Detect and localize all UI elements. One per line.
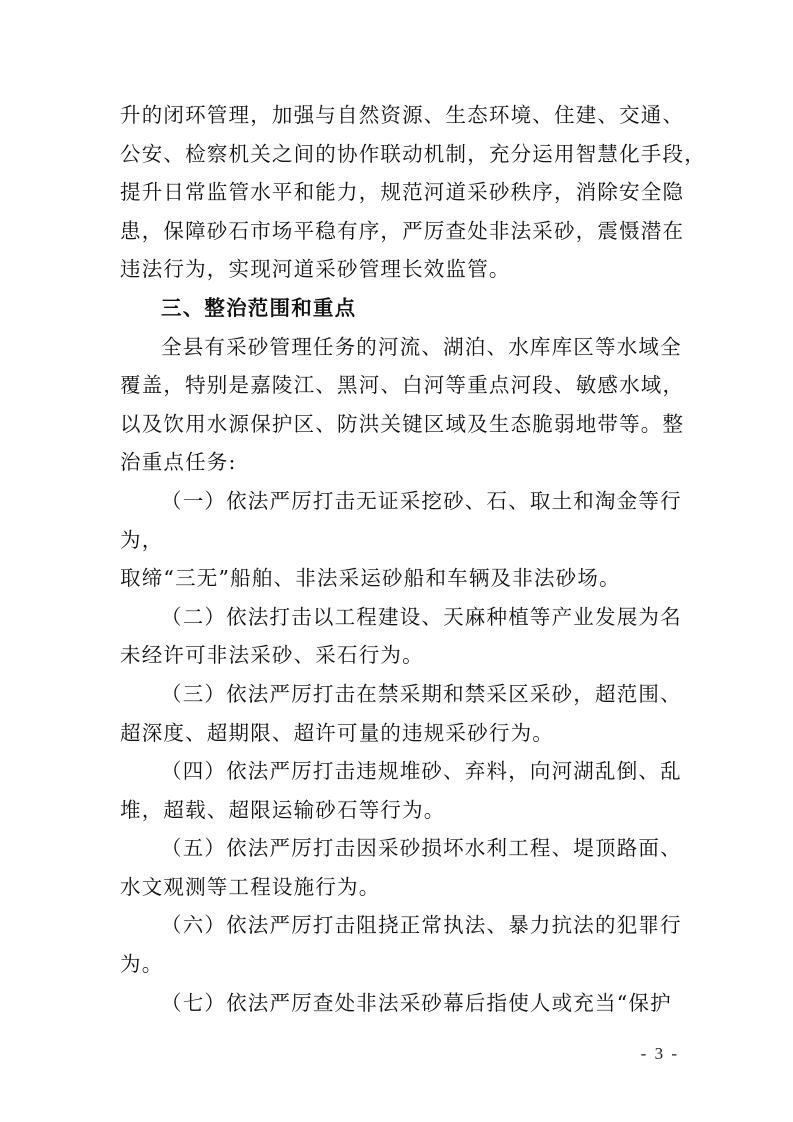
body-line: 堆，超载、超限运输砂石等行为。: [120, 797, 446, 822]
body-line: 水文观测等工程设施行为。: [120, 874, 381, 899]
body-line: 未经许可非法采砂、采石行为。: [120, 643, 424, 668]
body-line: 为，: [120, 527, 164, 552]
body-line: 提升日常监管水平和能力，规范河道采砂秩序，消除安全隐: [120, 180, 685, 205]
body-line: 公安、检察机关之间的协作联动机制，充分运用智慧化手段，: [120, 141, 706, 166]
body-line: 覆盖，特别是嘉陵江、黑河、白河等重点河段、敏感水域，: [120, 373, 685, 398]
body-line: 全县有采砂管理任务的河流、湖泊、水库库区等水域全: [161, 334, 682, 359]
list-item-1: （一）依法严厉打击无证采挖砂、石、取土和淘金等行: [161, 488, 682, 513]
body-line: 超深度、超期限、超许可量的违规采砂行为。: [120, 720, 554, 745]
body-line: 患，保障砂石市场平稳有序，严厉查处非法采砂，震慑潜在: [120, 218, 685, 243]
document-body: [120, 96, 706, 1022]
list-item-4: （四）依法严厉打击违规堆砂、弃料，向河湖乱倒、乱: [161, 759, 682, 784]
body-line: 取缔“三无”船舶、非法采运砂船和车辆及非法砂场。: [120, 566, 621, 591]
body-line: 升的闭环管理，加强与自然资源、生态环境、住建、交通、: [120, 103, 685, 127]
page-number: - 3 -: [640, 1044, 679, 1063]
list-item-7: （七）依法严厉查处非法采砂幕后指使人或充当“保护: [161, 990, 672, 1015]
body-line: 违法行为，实现河道采砂管理长效监管。: [120, 257, 511, 282]
body-line: 为。: [120, 952, 164, 977]
list-item-5: （五）依法严厉打击因采砂损坏水利工程、堤顶路面、: [161, 836, 682, 861]
section-heading: 三、整治范围和重点: [161, 295, 357, 320]
list-item-2: （二）依法打击以工程建设、天麻种植等产业发展为名: [161, 604, 682, 629]
body-line: 治重点任务:: [120, 450, 237, 475]
list-item-3: （三）依法严厉打击在禁采期和禁采区采砂，超范围、: [161, 681, 682, 706]
list-item-6: （六）依法严厉打击阻挠正常执法、暴力抗法的犯罪行: [161, 913, 682, 938]
body-line: 以及饮用水源保护区、防洪关键区域及生态脆弱地带等。整: [120, 411, 685, 436]
